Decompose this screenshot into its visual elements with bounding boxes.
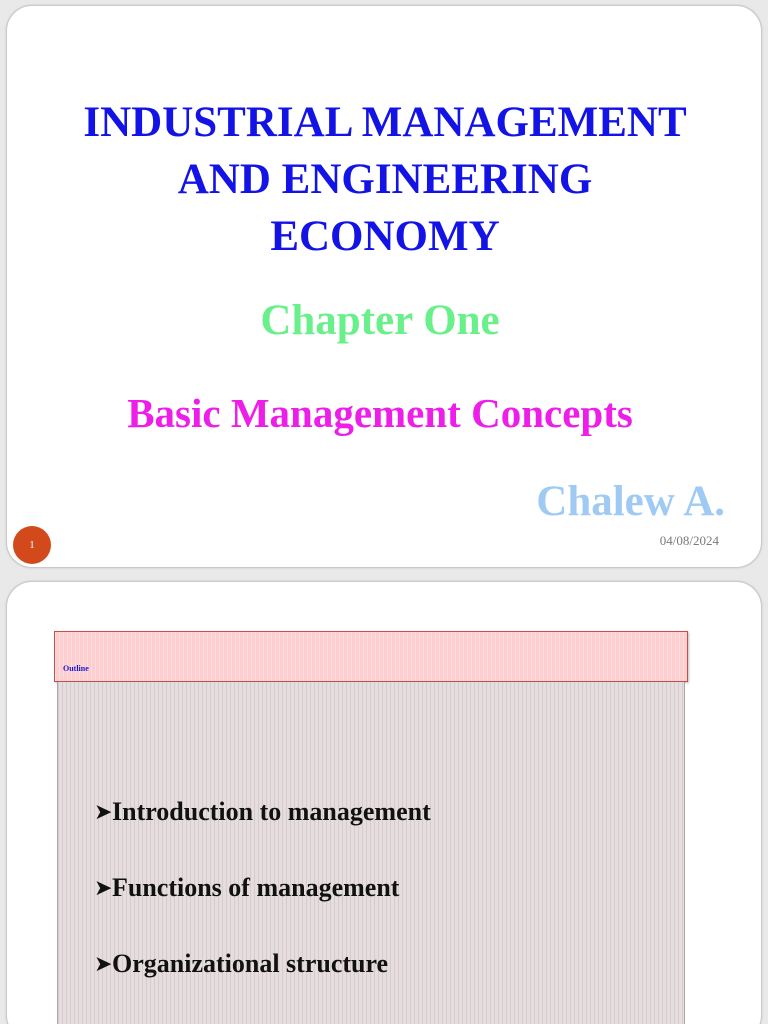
author-name: Chalew A. [536,478,725,525]
slide-date: 04/08/2024 [659,533,719,548]
outline-heading: Outline [63,664,89,673]
arrow-bullet-icon: ➤ [94,876,113,901]
slide-title-line: INDUSTRIAL MANAGEMENT [83,99,687,146]
slide-title-line: ECONOMY [270,213,500,260]
slide-title-line: AND ENGINEERING [177,156,593,203]
outline-content-box [57,682,685,1024]
list-item [94,794,431,870]
arrow-bullet-icon: ➤ [94,800,113,825]
chapter-subtitle: Chapter One [260,297,500,344]
list-item-text: Functions of management [112,873,400,902]
outline-header-bar [54,631,688,682]
arrow-bullet-icon: ➤ [94,952,113,977]
list-item-text: Introduction to management [112,797,431,826]
chapter-topic: Basic Management Concepts [127,390,633,436]
list-item-text: Organizational structure [112,949,389,978]
list-item [94,870,431,946]
outline-list [94,794,431,1022]
slide-2 [6,581,762,1024]
list-item [94,946,431,1022]
slide-title [7,94,762,265]
slide-1 [6,5,762,568]
slide-number-badge: 1 [13,526,51,564]
